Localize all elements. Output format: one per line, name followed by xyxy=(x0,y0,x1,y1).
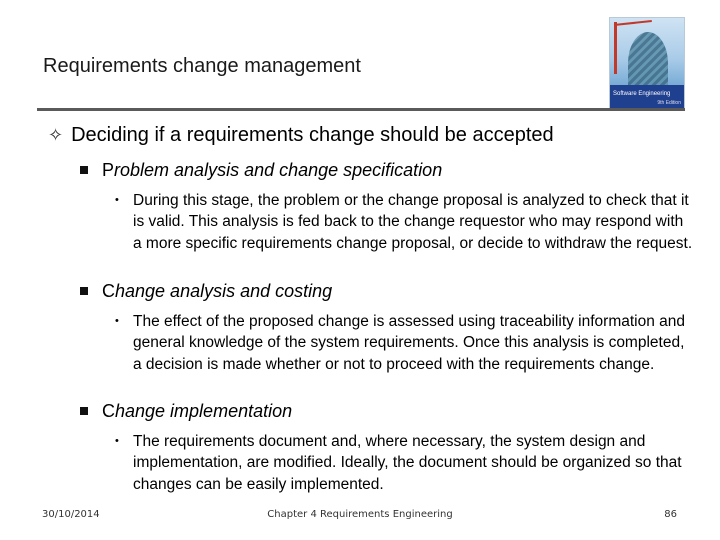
main-bullet-text: Deciding if a requirements change should be accepted xyxy=(71,124,554,146)
footer-date: 30/10/2014 xyxy=(42,509,100,520)
bullet-dot-icon: • xyxy=(115,194,119,206)
section-detail-change-implementation: • The requirements document and, where necessary, the system design and implementation, are modified. Ideally, the document should be organized so that changes can be easily implemented. xyxy=(115,431,695,495)
square-bullet-icon xyxy=(80,407,88,415)
footer-chapter: Chapter 4 Requirements Engineering xyxy=(267,509,453,520)
square-bullet-icon xyxy=(80,166,88,174)
book-cover-image xyxy=(609,17,685,110)
section-heading-change-analysis: Change analysis and costing xyxy=(80,281,332,302)
section-detail-change-analysis: • The effect of the proposed change is assessed using traceability information and general knowledge of the system requirements. Once this analysis is completed, a decision is made whether or not to proceed with the requirements change. xyxy=(115,311,695,375)
section-heading-problem-analysis: Problem analysis and change specification xyxy=(80,160,442,181)
crane-graphic xyxy=(614,22,617,74)
crane-arm-graphic xyxy=(614,20,652,26)
main-bullet xyxy=(48,124,554,147)
slide-title: Requirements change management xyxy=(43,55,361,77)
bullet-dot-icon: • xyxy=(115,435,119,447)
section-heading-change-implementation: Change implementation xyxy=(80,401,292,422)
square-bullet-icon xyxy=(80,287,88,295)
diamond-star-icon: ✧ xyxy=(48,125,64,145)
footer-page-number: 86 xyxy=(664,509,677,520)
title-divider xyxy=(37,108,685,111)
cover-edition: 9th Edition xyxy=(657,100,681,106)
section-detail-problem-analysis: • During this stage, the problem or the change proposal is analyzed to check that it is valid. This analysis is fed back to the change requestor who may respond with a more specific requirements change proposal, or decide to withdraw the request. xyxy=(115,190,695,254)
bullet-dot-icon: • xyxy=(115,315,119,327)
cover-title: Software Engineering xyxy=(613,91,671,97)
